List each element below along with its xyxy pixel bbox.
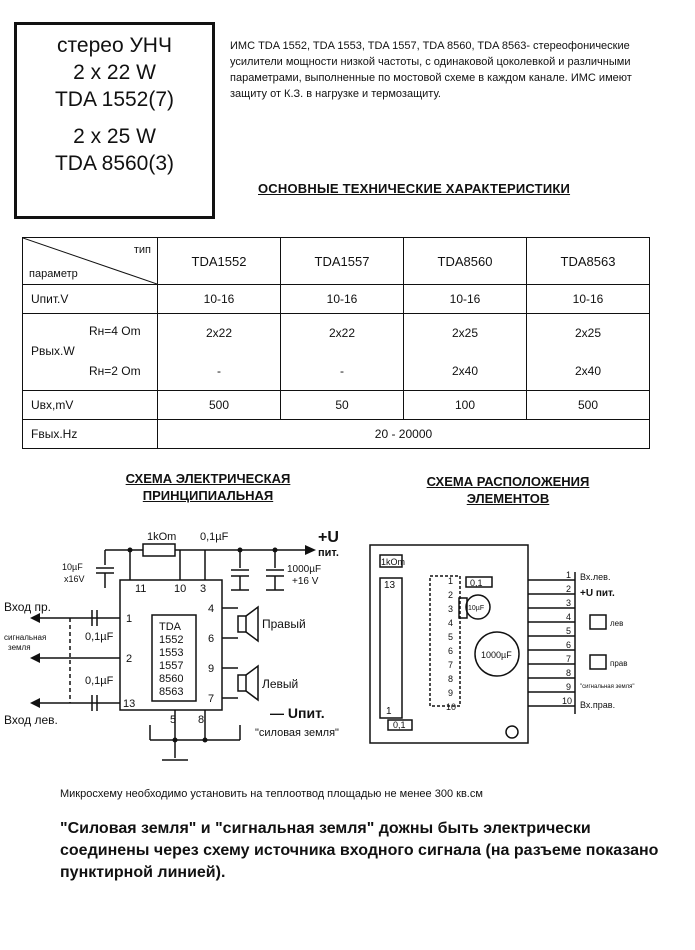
table-cell: 100 xyxy=(404,391,527,420)
c3-volt: x16V xyxy=(64,574,85,584)
pin-1: 1 xyxy=(126,613,133,625)
pin-7: 7 xyxy=(208,693,215,705)
table-cell: 500 xyxy=(527,391,650,420)
title-line-4: 2 x 25 W xyxy=(73,125,156,148)
layout-title-line2: ЭЛЕМЕНТОВ xyxy=(466,491,550,506)
intro-text: ИМС TDA 1552, TDA 1553, TDA 1557, TDA 8560, TDA 8563- стереофонические усилители мощности низкой частоты, с одинаковой цоколевкой и различными параметрами, выполненные по мостовой схеме в каждом канале. ИМС имеют защиту от К.З. в нагрузке и термозащиту. xyxy=(230,40,632,100)
schematic-title xyxy=(98,470,318,504)
uplus-label-2: пит. xyxy=(318,547,339,559)
power-ground-label: "силовая земля" xyxy=(255,727,339,739)
pin-3: 3 xyxy=(200,583,207,595)
ic-line-3: 1553 xyxy=(159,647,184,659)
table-cell: 10-16 xyxy=(527,285,650,314)
pcb-pad: 9 xyxy=(448,688,454,698)
pin-2: 2 xyxy=(126,653,133,665)
ground-note: "Силовая земля" и "сигнальная земля" дожны быть электрически соединены через схему источника входного сигнала (на разъеме показано пунктирной линией). xyxy=(60,820,659,881)
schematic-title-line2: ПРИНЦИПИАЛЬНАЯ xyxy=(142,488,274,503)
speaker-left xyxy=(238,675,246,691)
pcb-pad: 5 xyxy=(448,632,454,642)
pin-6: 6 xyxy=(208,633,215,645)
pcb-chip-pin-13: 13 xyxy=(384,580,396,591)
title-line-5: TDA 8560(3) xyxy=(54,152,175,175)
layout-lev: лев xyxy=(610,619,624,628)
pcb-pad: 2 xyxy=(448,590,454,600)
c2-label: 1000µF xyxy=(287,564,322,575)
conn-pin: 10 xyxy=(562,696,573,706)
table-cell: 2x40 xyxy=(451,364,479,378)
table-cell: 2x25 xyxy=(451,326,479,340)
speaker-right-label: Правый xyxy=(262,617,306,631)
table-cell: 500 xyxy=(158,391,281,420)
table-cell-dual xyxy=(158,314,281,391)
type-cell: TDA1557 xyxy=(281,238,404,285)
table-cell-dual xyxy=(404,314,527,391)
conn-pin: 7 xyxy=(566,654,572,664)
table-cell: 10-16 xyxy=(158,285,281,314)
table-cell: - xyxy=(340,364,344,378)
tech-specs-title: ОСНОВНЫЕ ТЕХНИЧЕСКИЕ ХАРАКТЕРИСТИКИ xyxy=(258,181,571,196)
title-line-1: стерео УНЧ xyxy=(57,34,172,57)
c1-label: 0,1µF xyxy=(200,531,229,543)
layout-in-right: Вх.прав. xyxy=(580,700,616,710)
table-cell-dual xyxy=(281,314,404,391)
ic-line-2: 1552 xyxy=(159,634,184,646)
ic-line-6: 8563 xyxy=(159,686,184,698)
conn-pin: 9 xyxy=(566,682,572,692)
table-cell: 2x25 xyxy=(574,326,602,340)
signal-ground-label-1: сигнальная xyxy=(4,633,47,642)
param-label: Uпит.V xyxy=(23,285,158,314)
conn-pin: 8 xyxy=(566,668,572,678)
layout-upit: +U пит. xyxy=(580,588,615,599)
table-cell: 2x22 xyxy=(328,326,356,340)
table-cell: 2x40 xyxy=(574,364,602,378)
title-line-3: TDA 1552(7) xyxy=(54,88,175,111)
table-header-row xyxy=(23,238,650,285)
pcb-c1000-label: 1000µF xyxy=(481,650,512,660)
table-row xyxy=(23,314,650,391)
ic-line-1: TDA xyxy=(159,621,181,633)
conn-pin: 1 xyxy=(566,570,572,580)
uplus-label: +U xyxy=(318,529,339,546)
pin-5: 5 xyxy=(170,714,177,726)
speaker-right xyxy=(238,616,246,632)
table-cell: 10-16 xyxy=(404,285,527,314)
table-cell: 50 xyxy=(281,391,404,420)
pcb-pad: 7 xyxy=(448,660,454,670)
heatsink-note: Микросхему необходимо установить на теплоотвод площадью не менее 300 кв.см xyxy=(60,788,483,800)
corner-param-label: параметр xyxy=(29,268,78,280)
table-row xyxy=(23,285,650,314)
pin-11: 11 xyxy=(135,583,147,595)
layout-title-line1: СХЕМА РАСПОЛОЖЕНИЯ xyxy=(426,474,590,489)
table-cell: - xyxy=(217,364,221,378)
pcb-pad: 6 xyxy=(448,646,454,656)
type-cell: TDA8560 xyxy=(404,238,527,285)
rn2-label: Rн=2 Om xyxy=(89,364,141,378)
pcb-r-label: 1kOm xyxy=(381,557,406,567)
pcb-pad: 3 xyxy=(448,604,454,614)
corner-type-label: тип xyxy=(133,244,151,256)
table-cell: 20 - 20000 xyxy=(158,420,650,449)
pin-8: 8 xyxy=(198,714,205,726)
pcb-c10-label: 10µF xyxy=(468,605,485,612)
pin-10: 10 xyxy=(174,583,187,595)
layout-title xyxy=(398,473,618,507)
uminus-label: — Uпит. xyxy=(270,705,325,721)
param-label-pout xyxy=(23,314,158,391)
rn4-label: Rн=4 Om xyxy=(89,324,141,338)
ic-line-5: 8560 xyxy=(159,673,184,685)
pcb-pad: 4 xyxy=(448,618,454,628)
layout-sig-gnd: "сигнальная земля" xyxy=(580,684,635,690)
table-cell: 2x22 xyxy=(205,326,233,340)
c2-volt: +16 V xyxy=(292,576,319,587)
title-box xyxy=(14,22,215,219)
param-label: Fвых.Hz xyxy=(23,420,158,449)
table-cell-dual xyxy=(527,314,650,391)
cin-label-1: 0,1µF xyxy=(85,631,114,643)
pcb-c-small-2: 0,1 xyxy=(393,720,406,730)
param-label: Uвх,mV xyxy=(23,391,158,420)
conn-pin: 5 xyxy=(566,626,572,636)
layout-in-left: Вх.лев. xyxy=(580,572,611,582)
table-row xyxy=(23,420,650,449)
corner-cell xyxy=(23,238,158,285)
conn-pin: 3 xyxy=(566,598,572,608)
resistor-1k xyxy=(143,544,175,556)
pcb-pad: 1 xyxy=(448,576,454,586)
pcb-pad: 10 xyxy=(446,702,457,712)
signal-ground-label-2: земля xyxy=(8,643,31,652)
conn-pin: 2 xyxy=(566,584,572,594)
title-line-2: 2 x 22 W xyxy=(73,61,156,84)
conn-pin: 4 xyxy=(566,612,572,622)
layout-prav: прав xyxy=(610,659,628,668)
conn-pin: 6 xyxy=(566,640,572,650)
input-left-label: Вход лев. xyxy=(4,713,58,727)
pcb-chip xyxy=(380,578,402,718)
input-right-label: Вход пр. xyxy=(4,600,51,614)
cin-label-2: 0,1µF xyxy=(85,675,114,687)
pcb-board xyxy=(370,545,528,743)
type-cell: TDA1552 xyxy=(158,238,281,285)
pin-4: 4 xyxy=(208,603,215,615)
pcb-chip-pin-1: 1 xyxy=(386,706,392,717)
schematic-title-line1: СХЕМА ЭЛЕКТРИЧЕСКАЯ xyxy=(125,471,291,486)
c3-label: 10µF xyxy=(62,562,83,572)
pin-9: 9 xyxy=(208,663,215,675)
table-row xyxy=(23,391,650,420)
pout-label: Pвых.W xyxy=(31,344,75,358)
table-cell: 10-16 xyxy=(281,285,404,314)
pcb-pad: 8 xyxy=(448,674,454,684)
speaker-left-label: Левый xyxy=(262,677,299,691)
pcb-c-small: 0,1 xyxy=(470,578,483,588)
ic-line-4: 1557 xyxy=(159,660,184,672)
r-label: 1kOm xyxy=(147,531,177,543)
pin-13: 13 xyxy=(123,698,136,710)
circuit-diagrams xyxy=(0,510,695,780)
type-cell: TDA8563 xyxy=(527,238,650,285)
specs-table xyxy=(22,237,650,449)
